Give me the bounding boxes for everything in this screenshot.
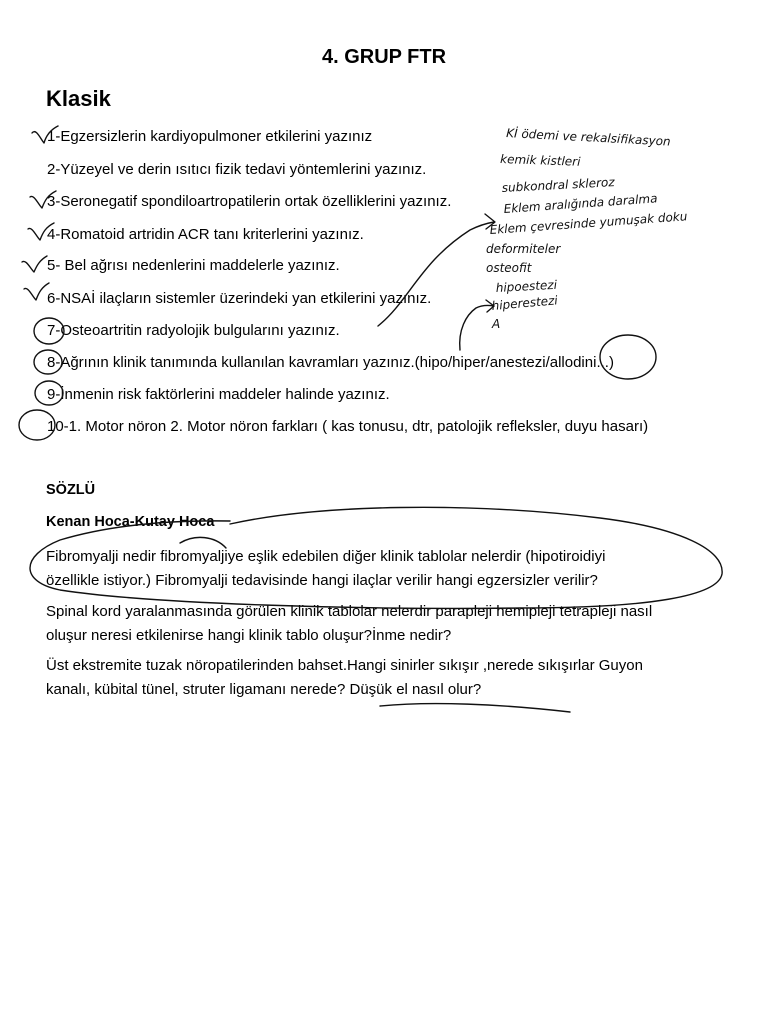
handwritten-note-4: Eklem aralığında daralma (503, 191, 658, 216)
question-2: 2-Yüzeyel ve derin ısıtıcı fizik tedavi yöntemlerini yazınız. (47, 161, 427, 178)
question-6: 6-NSAİ ilaçların sistemler üzerindeki yan etkilerini yazınız. (47, 290, 432, 307)
section-heading-sozlu: SÖZLÜ (46, 482, 96, 498)
arrow-q7-head (485, 214, 495, 229)
handwritten-note-9: hiperestezi (491, 293, 559, 313)
handwritten-note-7: osteofit (486, 261, 532, 275)
handwritten-note-5: Eklem çevresinde yumuşak doku (489, 209, 688, 237)
question-10: 10-1. Motor nöron 2. Motor nöron farkları ( kas tonusu, dtr, patolojik refleksler, duyu hasarı) (47, 418, 649, 435)
question-5: 5- Bel ağrısı nedenlerini maddelerle yazınız. (47, 257, 340, 274)
question-4: 4-Romatoid artridin ACR tanı kriterlerini yazınız. (47, 226, 364, 243)
handwritten-note-3: subkondral skleroz (501, 175, 615, 195)
arrow-q7-second (460, 305, 494, 350)
section-heading-klasik: Klasik (46, 86, 111, 111)
question-7: 7-Osteoartritin radyolojik bulgularını yazınız. (47, 322, 340, 339)
oral-question-3-line-1: Üst ekstremite tuzak nöropatilerinden bahset.Hangi sinirler sıkışır ,nerede sıkışırlar Guyon (46, 657, 643, 674)
oral-question-1-line-2: özellikle istiyor.) Fibromyalji tedavisinde hangi ilaçlar verilir hangi egzersizler verilir? (46, 572, 598, 589)
oral-question-3-line-2: kanalı, kübital tünel, struter ligamanı nerede? Düşük el nasıl olur? (46, 681, 482, 698)
handwritten-note-10: A (492, 317, 501, 331)
oral-question-2-line-2: oluşur neresi etkilenirse hangi klinik tablo oluşur?İnme nedir? (46, 627, 452, 644)
checkmark-5 (22, 256, 47, 272)
question-8: 8-Ağrının klinik tanımında kullanılan kavramları yazınız.(hipo/hiper/anestezi/allodini...) (47, 354, 614, 371)
handwritten-note-6: deformiteler (486, 242, 561, 256)
oral-question-3 (46, 654, 643, 702)
oral-question-1 (46, 545, 605, 593)
question-3: 3-Seronegatif spondiloartropatilerin ortak özelliklerini yazınız. (47, 193, 452, 210)
checkmark-6 (24, 283, 49, 300)
teacher-names: Kenan Hoca-Kutay Hoca (46, 514, 215, 530)
handwritten-note-2: kemik kistleri (499, 152, 581, 169)
arrow-q7-second-head (486, 300, 494, 312)
oral-question-2-line-1: Spinal kord yaralanmasında görülen klinik tablolar nelerdir parapleji hemipleji tetrapleji nasıl (46, 603, 653, 620)
handwritten-note-1: Kİ ödemi ve rekalsifikasyon (505, 126, 671, 149)
question-1: 1-Egzersizlerin kardiyopulmoner etkilerini yazınız (47, 128, 373, 145)
oral-question-2 (46, 600, 652, 648)
arrow-q7-to-notes (378, 222, 494, 326)
oral-question-1-line-1: Fibromyalji nedir fibromyaljiye eşlik edebilen diğer klinik tablolar nelerdir (hipotiroidiyi (46, 548, 606, 565)
page-title: 4. GRUP FTR (321, 46, 447, 68)
handwritten-note-8: hipoestezi (495, 277, 558, 295)
final-underline (380, 704, 570, 712)
question-9: 9-İnmenin risk faktörlerini maddeler halinde yazınız. (47, 386, 390, 403)
